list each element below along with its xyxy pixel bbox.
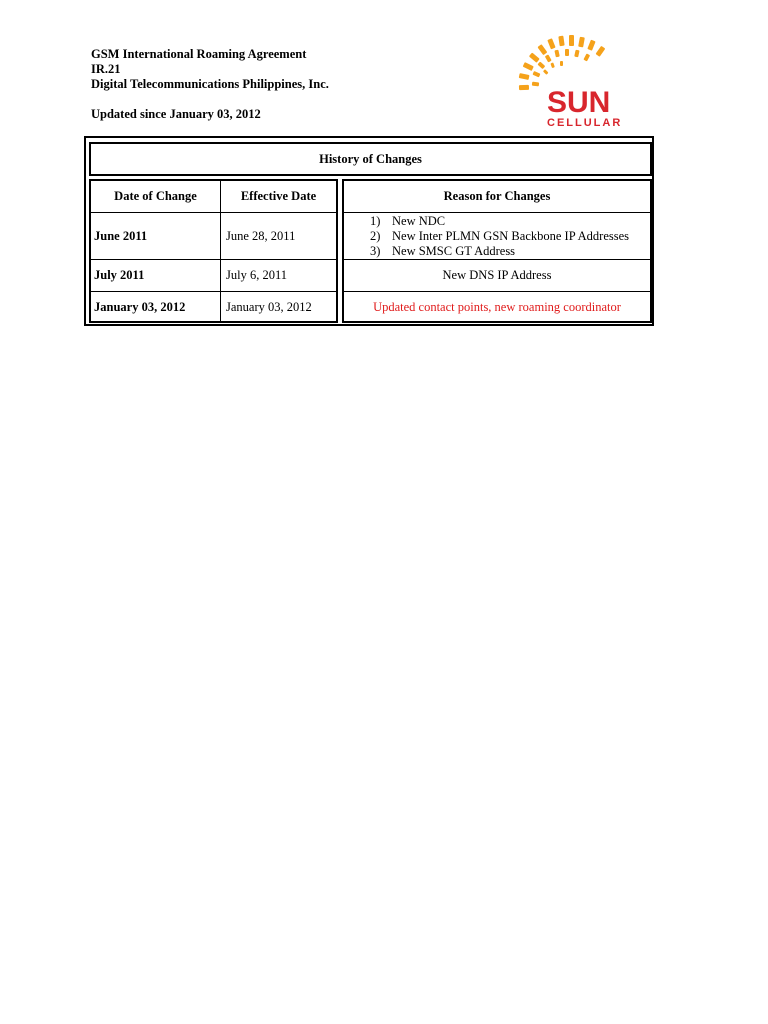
- row1-effective: June 28, 2011: [226, 229, 296, 243]
- row1-date: June 2011: [94, 229, 148, 243]
- row2-reason: New DNS IP Address: [442, 268, 552, 282]
- list-item: 1) New NDC: [370, 214, 446, 228]
- agreement-title: GSM International Roaming Agreement: [91, 47, 307, 61]
- row3-effective: January 03, 2012: [226, 300, 312, 314]
- document-code: IR.21: [91, 62, 121, 76]
- row-divider: [344, 291, 650, 292]
- row2-effective: July 6, 2011: [226, 268, 287, 282]
- table-title-box: [89, 142, 652, 176]
- table-title: History of Changes: [319, 152, 422, 166]
- row-divider: [91, 212, 336, 213]
- date-columns: [89, 179, 338, 323]
- list-item: 3) New SMSC GT Address: [370, 244, 516, 258]
- header-reason: Reason for Changes: [443, 189, 551, 203]
- logo-subtitle: CELLULAR: [547, 117, 623, 129]
- header-date-of-change: Date of Change: [114, 189, 197, 203]
- updated-date: Updated since January 03, 2012: [91, 107, 261, 121]
- row3-date: January 03, 2012: [94, 300, 186, 314]
- history-of-changes-table: [84, 136, 654, 326]
- row-divider: [91, 291, 336, 292]
- list-item: 2) New Inter PLMN GSN Backbone IP Addresses: [370, 229, 630, 243]
- document-header: [91, 47, 329, 92]
- row-divider: [344, 212, 650, 213]
- company-name: Digital Telecommunications Philippines, Inc.: [91, 77, 329, 91]
- reason-column: [342, 179, 652, 323]
- row3-reason: Updated contact points, new roaming coordinator: [373, 300, 621, 314]
- header-effective-date: Effective Date: [240, 189, 317, 203]
- logo-wordmark: SUN: [547, 86, 611, 119]
- sun-cellular-logo: [515, 34, 645, 130]
- sun-rays-icon: [515, 34, 645, 130]
- row-divider: [91, 259, 336, 260]
- row1-reasons-list: [370, 214, 629, 259]
- row-divider: [344, 259, 650, 260]
- row2-date: July 2011: [94, 268, 145, 282]
